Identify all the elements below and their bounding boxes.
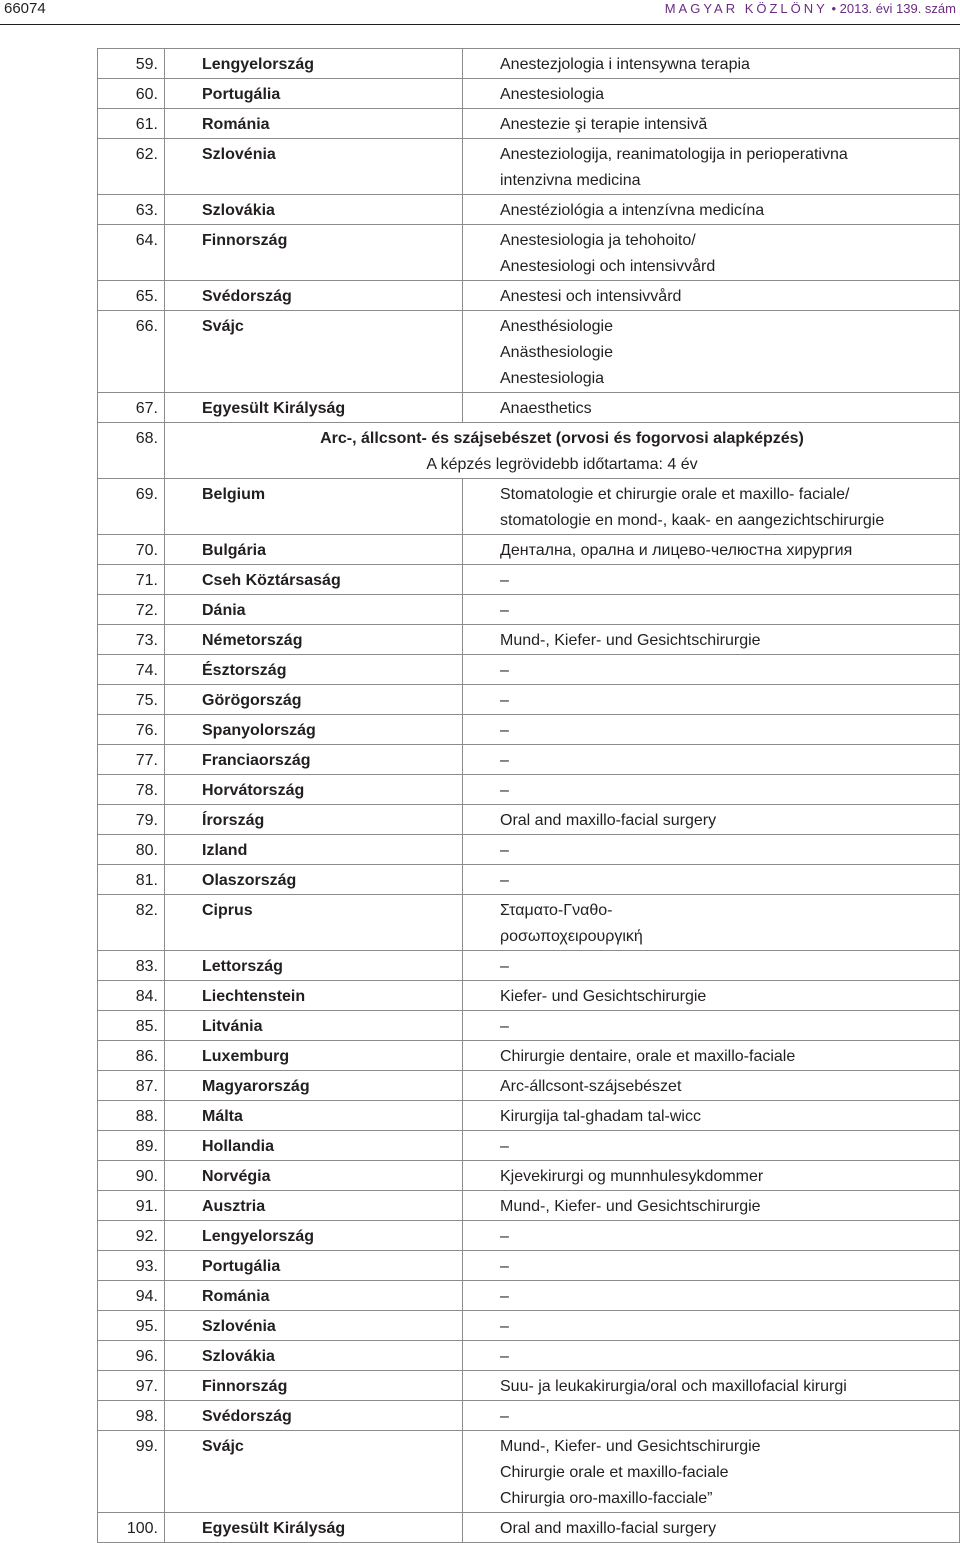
title-line: Kiefer- und Gesichtschirurgie xyxy=(500,988,707,1005)
qualification-title xyxy=(463,79,960,109)
row-number: 66. xyxy=(98,311,165,393)
country-name: Egyesült Királyság xyxy=(165,393,463,423)
row-number: 67. xyxy=(98,393,165,423)
title-line: ροσωποχειρουργική xyxy=(500,928,643,945)
qualification-title xyxy=(463,1071,960,1101)
table-row xyxy=(98,1401,960,1431)
row-number: 80. xyxy=(98,835,165,865)
country-name: Málta xyxy=(165,1101,463,1131)
country-name: Észtország xyxy=(165,655,463,685)
table-row xyxy=(98,745,960,775)
table-row xyxy=(98,1191,960,1221)
country-name: Lengyelország xyxy=(165,1221,463,1251)
title-line: Anesthésiologie xyxy=(500,318,613,335)
row-number: 69. xyxy=(98,479,165,535)
qualification-title xyxy=(463,139,960,195)
table-row xyxy=(98,715,960,745)
country-name: Olaszország xyxy=(165,865,463,895)
country-name: Egyesült Királyság xyxy=(165,1513,463,1543)
row-number: 59. xyxy=(98,49,165,79)
row-number: 94. xyxy=(98,1281,165,1311)
country-name: Ausztria xyxy=(165,1191,463,1221)
table-row xyxy=(98,1251,960,1281)
section-title: Arc-, állcsont- és szájsebészet (orvosi és fogorvosi alapképzés) xyxy=(320,430,804,447)
table-row xyxy=(98,479,960,535)
table-row xyxy=(98,625,960,655)
table-row xyxy=(98,225,960,281)
country-name: Liechtenstein xyxy=(165,981,463,1011)
title-line: Anästhesiologie xyxy=(500,344,613,361)
row-number: 73. xyxy=(98,625,165,655)
row-number: 87. xyxy=(98,1071,165,1101)
table-row xyxy=(98,981,960,1011)
row-number: 83. xyxy=(98,951,165,981)
qualification-title xyxy=(463,535,960,565)
not-applicable-dash: – xyxy=(500,572,509,589)
table-row xyxy=(98,595,960,625)
row-number: 65. xyxy=(98,281,165,311)
country-name: Litvánia xyxy=(165,1011,463,1041)
table-row xyxy=(98,139,960,195)
not-applicable-dash: – xyxy=(500,752,509,769)
row-number: 77. xyxy=(98,745,165,775)
country-name: Cseh Köztársaság xyxy=(165,565,463,595)
country-name: Portugália xyxy=(165,79,463,109)
country-name: Lengyelország xyxy=(165,49,463,79)
title-line: Дентална, орална и лицево-челюстна хирургия xyxy=(500,542,853,559)
title-line: Mund-, Kiefer- und Gesichtschirurgie xyxy=(500,632,761,649)
title-line: Anestezjologia i intensywna terapia xyxy=(500,56,750,73)
country-name: Spanyolország xyxy=(165,715,463,745)
table-row xyxy=(98,775,960,805)
qualification-title xyxy=(463,311,960,393)
table-row xyxy=(98,1011,960,1041)
title-line: Anestesiologi och intensivvård xyxy=(500,258,716,275)
page-number: 66074 xyxy=(4,0,46,17)
table-row xyxy=(98,835,960,865)
title-line: Σταματο-Γναθο- xyxy=(500,902,613,919)
title-line: Chirurgie orale et maxillo-faciale xyxy=(500,1464,729,1481)
qualification-title xyxy=(463,655,960,685)
qualification-title xyxy=(463,1251,960,1281)
country-name: Portugália xyxy=(165,1251,463,1281)
table-row xyxy=(98,393,960,423)
table-row xyxy=(98,1101,960,1131)
title-line: Oral and maxillo-facial surgery xyxy=(500,1520,717,1537)
qualification-title xyxy=(463,865,960,895)
section-cell xyxy=(165,423,960,479)
country-name: Szlovákia xyxy=(165,195,463,225)
qualification-title xyxy=(463,1191,960,1221)
table-row xyxy=(98,685,960,715)
row-number: 99. xyxy=(98,1431,165,1513)
qualification-title xyxy=(463,1041,960,1071)
qualification-title xyxy=(463,49,960,79)
title-line: Anestesiologia ja tehohoito/ xyxy=(500,232,696,249)
journal-title: MAGYAR KÖZLÖNY xyxy=(664,1,828,16)
row-number: 76. xyxy=(98,715,165,745)
row-number: 96. xyxy=(98,1341,165,1371)
row-number: 70. xyxy=(98,535,165,565)
row-number: 75. xyxy=(98,685,165,715)
country-name: Szlovénia xyxy=(165,1311,463,1341)
country-name: Belgium xyxy=(165,479,463,535)
country-name: Szlovénia xyxy=(165,139,463,195)
title-line: Chirurgia oro-maxillo-facciale” xyxy=(500,1490,713,1507)
row-number: 98. xyxy=(98,1401,165,1431)
specialty-table xyxy=(97,48,960,1543)
header-rule xyxy=(0,24,960,25)
qualification-title xyxy=(463,625,960,655)
title-line: Anestesi och intensivvård xyxy=(500,288,682,305)
title-line: Mund-, Kiefer- und Gesichtschirurgie xyxy=(500,1198,761,1215)
qualification-title xyxy=(463,195,960,225)
country-name: Ciprus xyxy=(165,895,463,951)
table-row xyxy=(98,1161,960,1191)
qualification-title xyxy=(463,595,960,625)
country-name: Horvátország xyxy=(165,775,463,805)
not-applicable-dash: – xyxy=(500,1348,509,1365)
qualification-title xyxy=(463,1401,960,1431)
qualification-title xyxy=(463,479,960,535)
title-line: Arc-állcsont-szájsebészet xyxy=(500,1078,682,1095)
not-applicable-dash: – xyxy=(500,1258,509,1275)
table-row xyxy=(98,805,960,835)
country-name: Hollandia xyxy=(165,1131,463,1161)
qualification-title xyxy=(463,685,960,715)
not-applicable-dash: – xyxy=(500,782,509,799)
row-number: 82. xyxy=(98,895,165,951)
qualification-title xyxy=(463,895,960,951)
qualification-title xyxy=(463,109,960,139)
country-name: Finnország xyxy=(165,225,463,281)
table-row xyxy=(98,1431,960,1513)
table-row xyxy=(98,311,960,393)
title-line: Stomatologie et chirurgie orale et maxillo- faciale/ xyxy=(500,486,850,503)
country-name: Luxemburg xyxy=(165,1041,463,1071)
title-line: Mund-, Kiefer- und Gesichtschirurgie xyxy=(500,1438,761,1455)
country-name: Románia xyxy=(165,1281,463,1311)
not-applicable-dash: – xyxy=(500,1408,509,1425)
title-line: Oral and maxillo-facial surgery xyxy=(500,812,717,829)
row-number: 84. xyxy=(98,981,165,1011)
title-line: Anestezie şi terapie intensivă xyxy=(500,116,708,133)
bullet-separator: • xyxy=(831,1,837,16)
row-number: 60. xyxy=(98,79,165,109)
row-number: 91. xyxy=(98,1191,165,1221)
qualification-title xyxy=(463,1221,960,1251)
qualification-title xyxy=(463,745,960,775)
row-number: 88. xyxy=(98,1101,165,1131)
qualification-title xyxy=(463,1371,960,1401)
title-line: Anestesiologia xyxy=(500,370,605,387)
title-line: stomatologie en mond-, kaak- en aangezichtschirurgie xyxy=(500,512,885,529)
qualification-title xyxy=(463,1131,960,1161)
title-line: Anesteziologija, reanimatologija in perioperativna xyxy=(500,146,848,163)
row-number: 79. xyxy=(98,805,165,835)
title-line: intenzivna medicina xyxy=(500,172,641,189)
country-name: Izland xyxy=(165,835,463,865)
qualification-title xyxy=(463,805,960,835)
table-row xyxy=(98,195,960,225)
not-applicable-dash: – xyxy=(500,722,509,739)
title-line: Kjevekirurgi og munnhulesykdommer xyxy=(500,1168,764,1185)
table-row xyxy=(98,1311,960,1341)
country-name: Bulgária xyxy=(165,535,463,565)
row-number: 71. xyxy=(98,565,165,595)
country-name: Svájc xyxy=(165,311,463,393)
table-row xyxy=(98,109,960,139)
qualification-title xyxy=(463,1311,960,1341)
row-number: 92. xyxy=(98,1221,165,1251)
table-row xyxy=(98,49,960,79)
title-line: Anestéziológia a intenzívna medicína xyxy=(500,202,765,219)
table-row xyxy=(98,865,960,895)
qualification-title xyxy=(463,1101,960,1131)
issue-number: 2013. évi 139. szám xyxy=(839,1,956,16)
row-number: 62. xyxy=(98,139,165,195)
qualification-title xyxy=(463,281,960,311)
not-applicable-dash: – xyxy=(500,842,509,859)
page-header xyxy=(0,0,960,24)
table-row xyxy=(98,1071,960,1101)
title-line: Kirurgija tal-ghadam tal-wicc xyxy=(500,1108,701,1125)
table-body xyxy=(98,49,960,1543)
table-row xyxy=(98,1371,960,1401)
qualification-title xyxy=(463,1281,960,1311)
row-number: 72. xyxy=(98,595,165,625)
row-number: 81. xyxy=(98,865,165,895)
table-row xyxy=(98,1131,960,1161)
qualification-title xyxy=(463,225,960,281)
row-number: 86. xyxy=(98,1041,165,1071)
not-applicable-dash: – xyxy=(500,1018,509,1035)
row-number: 78. xyxy=(98,775,165,805)
country-name: Norvégia xyxy=(165,1161,463,1191)
country-name: Görögország xyxy=(165,685,463,715)
qualification-title xyxy=(463,715,960,745)
row-number: 89. xyxy=(98,1131,165,1161)
table-row xyxy=(98,1041,960,1071)
table-row xyxy=(98,1221,960,1251)
qualification-title xyxy=(463,1011,960,1041)
row-number: 93. xyxy=(98,1251,165,1281)
qualification-title xyxy=(463,1513,960,1543)
title-line: Anestesiologia xyxy=(500,86,605,103)
table-row xyxy=(98,895,960,951)
title-line: Anaesthetics xyxy=(500,400,592,417)
table-row xyxy=(98,1341,960,1371)
row-number: 97. xyxy=(98,1371,165,1401)
country-name: Svédország xyxy=(165,1401,463,1431)
row-number: 63. xyxy=(98,195,165,225)
title-line: Chirurgie dentaire, orale et maxillo-faciale xyxy=(500,1048,796,1065)
not-applicable-dash: – xyxy=(500,872,509,889)
country-name: Magyarország xyxy=(165,1071,463,1101)
not-applicable-dash: – xyxy=(500,958,509,975)
country-name: Lettország xyxy=(165,951,463,981)
title-line: Suu- ja leukakirurgia/oral och maxillofacial kirurgi xyxy=(500,1378,847,1395)
country-name: Svédország xyxy=(165,281,463,311)
country-name: Finnország xyxy=(165,1371,463,1401)
qualification-title xyxy=(463,1341,960,1371)
qualification-title xyxy=(463,981,960,1011)
journal-header xyxy=(665,1,956,17)
qualification-title xyxy=(463,565,960,595)
qualification-title xyxy=(463,1431,960,1513)
table-row xyxy=(98,951,960,981)
table-row xyxy=(98,1513,960,1543)
not-applicable-dash: – xyxy=(500,1318,509,1335)
qualification-title xyxy=(463,835,960,865)
not-applicable-dash: – xyxy=(500,1288,509,1305)
country-name: Dánia xyxy=(165,595,463,625)
row-number: 64. xyxy=(98,225,165,281)
country-name: Franciaország xyxy=(165,745,463,775)
qualification-title xyxy=(463,775,960,805)
section-subtitle: A képzés legrövidebb időtartama: 4 év xyxy=(426,456,698,473)
row-number: 100. xyxy=(98,1513,165,1543)
table-row xyxy=(98,655,960,685)
table-row xyxy=(98,565,960,595)
country-name: Németország xyxy=(165,625,463,655)
row-number: 85. xyxy=(98,1011,165,1041)
row-number: 74. xyxy=(98,655,165,685)
table-row xyxy=(98,79,960,109)
country-name: Románia xyxy=(165,109,463,139)
row-number: 90. xyxy=(98,1161,165,1191)
table-row xyxy=(98,1281,960,1311)
table-row xyxy=(98,281,960,311)
row-number: 68. xyxy=(98,423,165,479)
row-number: 61. xyxy=(98,109,165,139)
not-applicable-dash: – xyxy=(500,692,509,709)
qualification-title xyxy=(463,393,960,423)
country-name: Írország xyxy=(165,805,463,835)
table-row xyxy=(98,535,960,565)
not-applicable-dash: – xyxy=(500,1138,509,1155)
row-number: 95. xyxy=(98,1311,165,1341)
qualification-title xyxy=(463,951,960,981)
section-header-row xyxy=(98,423,960,479)
country-name: Szlovákia xyxy=(165,1341,463,1371)
qualification-title xyxy=(463,1161,960,1191)
not-applicable-dash: – xyxy=(500,1228,509,1245)
not-applicable-dash: – xyxy=(500,602,509,619)
country-name: Svájc xyxy=(165,1431,463,1513)
not-applicable-dash: – xyxy=(500,662,509,679)
